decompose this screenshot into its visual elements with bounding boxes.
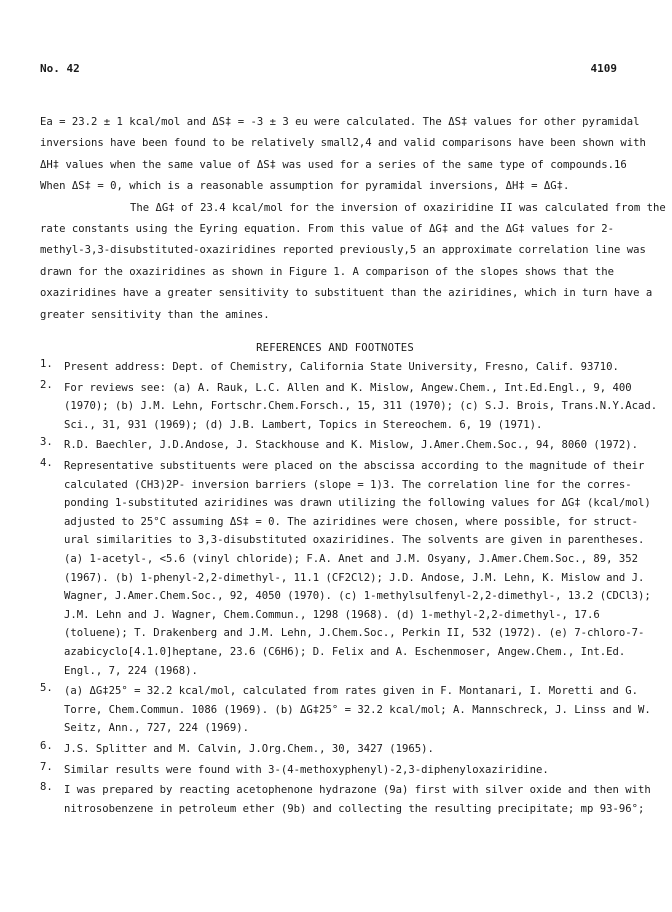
page-number: 4109 [590,62,617,75]
reference-line: calculated (CH3)2P- inversion barriers (slope = 1)3. The correlation line for the corres- [64,478,632,491]
reference-item [40,457,651,680]
reference-item [40,781,651,818]
reference-line: (a) 1-acetyl-, <5.6 (vinyl chloride); F.A. Anet and J.M. Osyany, J.Amer.Chem.Soc., 89, 352 [64,553,639,565]
text-line: drawn for the oxaziridines as shown in Figure 1. A comparison of the slopes shows that the [40,265,615,278]
reference-line: Similar results were found with 3-(4-methoxyphenyl)-2,3-diphenyloxaziridine. [64,763,549,776]
reference-line: For reviews see: (a) A. Rauk, L.C. Allen and K. Mislow, Angew.Chem., Int.Ed.Engl., 9, 400 [64,381,632,394]
reference-line: Representative substituents were placed on the abscissa according to the magnitude of their [64,460,645,473]
text-line: The ΔG‡ of 23.4 kcal/mol for the inversion of oxaziridine II was calculated from the [130,201,666,214]
paragraph-1 [40,112,646,198]
reference-number: 3. [40,436,53,449]
reference-text [64,781,651,818]
text-line: When ΔS‡ = 0, which is a reasonable assumption for pyramidal inversions, ΔH‡ = ΔG‡. [40,180,570,193]
reference-line: adjusted to 25°C assuming ΔS‡ = 0. The aziridines were chosen, where possible, for struct- [64,515,639,528]
reference-line: J.S. Splitter and M. Calvin, J.Org.Chem., 30, 3427 (1965). [64,742,434,755]
reference-number: 1. [40,358,53,371]
reference-item [40,358,630,377]
reference-text [64,457,651,680]
reference-number: 8. [40,781,53,794]
reference-text [64,682,651,738]
reference-line: (toluene); T. Drakenberg and J.M. Lehn, J.Chem.Soc., Perkin II, 532 (1972). (e) 7-chloro-7- [64,627,645,640]
reference-line: Wagner, J.Amer.Chem.Soc., 92, 4050 (1970). (c) 1-methylsulfenyl-2,2-dimethyl-, 13.2 (CDCl3); [64,590,651,603]
reference-item [40,682,651,738]
reference-item [40,378,658,435]
reference-number: 2. [40,378,53,391]
paragraph-2 [40,198,666,326]
reference-line: ponding 1-substituted aziridines was drawn utilizing the following values for ΔG‡ (kcal/mol) [64,497,651,510]
reference-line: (a) ΔG‡25° = 32.2 kcal/mol, calculated from rates given in F. Montanari, I. Moretti and G. [64,685,639,698]
text-line: inversions have been found to be relatively small2,4 and valid comparisons have been shown with [40,137,646,150]
reference-line: azabicyclo[4.1.0]heptane, 23.6 (C6H6); D. Felix and A. Eschenmoser, Angew.Chem., Int.Ed. [64,645,626,658]
references-heading: REFERENCES AND FOOTNOTES [256,342,414,355]
reference-line: nitrosobenzene in petroleum ether (9b) and collecting the resulting precipitate; mp 93-96°; [64,802,645,815]
reference-line: Torre, Chem.Commun. 1086 (1969). (b) ΔG‡25° = 32.2 kcal/mol; A. Mannschreck, J. Linss and W. [64,703,651,716]
reference-text [64,761,630,780]
reference-item [40,761,630,780]
reference-item [40,740,630,759]
reference-line: (1967). (b) 1-phenyl-2,2-dimethyl-, 11.1 (CF2Cl2); J.D. Andose, J.M. Lehn, K. Mislow and J. [64,571,645,584]
text-line: Ea = 23.2 ± 1 kcal/mol and ΔS‡ = -3 ± 3 eu were calculated. The ΔS‡ values for other pyramidal [40,116,640,128]
reference-number: 4. [40,457,53,470]
reference-line: Present address: Dept. of Chemistry, California State University, Fresno, Calif. 93710. [64,361,619,374]
text-line: methyl-3,3-disubstituted-oxaziridines reported previously,5 an approximate correlation line was [40,244,646,257]
reference-line: J.M. Lehn and J. Wagner, Chem.Commun., 1298 (1968). (d) 1-methyl-2,2-dimethyl-, 17.6 [64,608,600,621]
text-line: greater sensitivity than the amines. [40,308,270,321]
reference-item [40,436,639,455]
reference-number: 5. [40,682,53,695]
reference-text [64,436,638,455]
reference-line: ural similarities to 3,3-disubstituted oxaziridines. The solvents are given in parentheses. [64,534,645,547]
text-line: rate constants using the Eyring equation. From this value of ΔG‡ and the ΔG‡ values for 2- [40,223,615,236]
reference-number: 6. [40,739,53,752]
reference-line: Sci., 31, 931 (1969); (d) J.B. Lambert, Topics in Stereochem. 6, 19 (1971). [64,418,543,431]
reference-line: Engl., 7, 224 (1968). [64,664,198,677]
text-line: ΔH‡ values when the same value of ΔS‡ was used for a series of the same type of compounds.16 [40,158,627,171]
article-body [40,112,666,818]
reference-number: 7. [40,760,53,773]
reference-text [64,740,630,759]
references-list [40,358,658,818]
reference-text [64,358,630,377]
journal-issue-number: No. 42 [40,62,80,75]
reference-line: R.D. Baechler, J.D.Andose, J. Stackhouse and K. Mislow, J.Amer.Chem.Soc., 94, 8060 (1972). [64,439,639,452]
reference-line: (1970); (b) J.M. Lehn, Fortschr.Chem.Forsch., 15, 311 (1970); (c) S.J. Brois, Trans.N.Y.Acad. [64,400,658,413]
reference-text [64,379,657,435]
reference-line: Seitz, Ann., 727, 224 (1969). [64,722,249,735]
text-line: oxaziridines have a greater sensitivity to substituent than the aziridines, which in turn have a [40,287,653,300]
reference-line: I was prepared by reacting acetophenone hydrazone (9a) first with silver oxide and then with [64,784,651,797]
